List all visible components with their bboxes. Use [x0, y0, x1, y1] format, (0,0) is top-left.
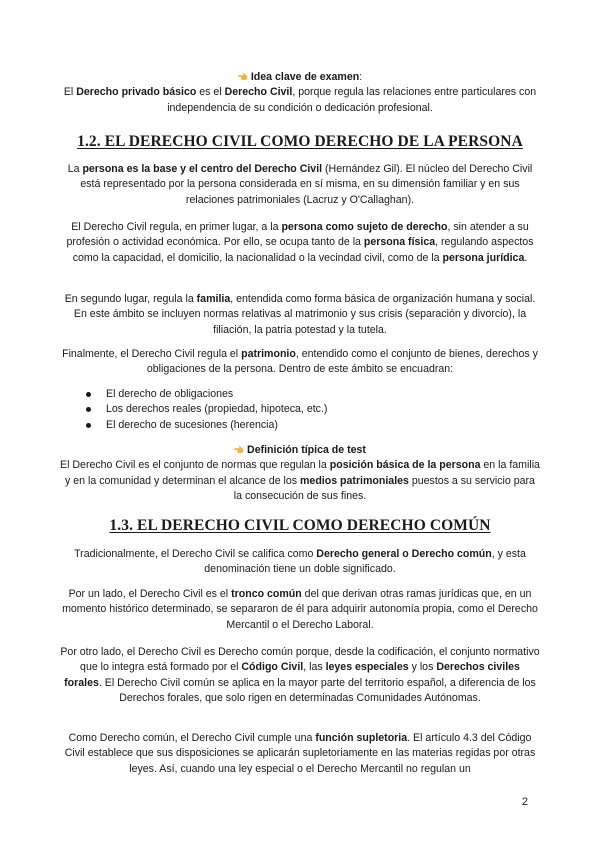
idea-clave-title-line: Idea clave de examen: — [60, 70, 540, 85]
list-item: El derecho de obligaciones — [86, 387, 526, 402]
paragraph-patrimonio: Finalmente, el Derecho Civil regula el patrimonio, entendido como el conjunto de bienes, derechos y obligaciones de la persona. Dentro de este ámbito se encuadran: — [62, 348, 538, 376]
idea-clave-callout — [60, 70, 540, 116]
definicion-callout — [60, 443, 540, 505]
definicion-title: Definición típica de test — [247, 444, 366, 456]
paragraph-sujeto-derecho: El Derecho Civil regula, en primer lugar, a la persona como sujeto de derecho, sin atender a su profesión o actividad económica. Por ello, se ocupa tanto de la persona física, regulando aspectos como la capacidad, el domicilio, la nacionalidad o la vecindad civil, como de la persona jurídica. — [66, 221, 534, 264]
section-heading-1-3: 1.3. EL DERECHO CIVIL COMO DERECHO COMÚN — [109, 517, 491, 534]
paragraph-familia: En segundo lugar, regula la familia, entendida como forma básica de organización humana y social. En este ámbito se incluyen normas relativas al matrimonio y sus crisis (separación y divorcio), la filiación, la patria potestad y la tutela. — [64, 293, 536, 336]
page-number: 2 — [521, 796, 528, 808]
idea-clave-text: El Derecho privado básico es el Derecho Civil, porque regula las relaciones entre particulares con independencia de su condición o dedicación profesional. — [63, 86, 537, 114]
paragraph-persona-base: La persona es la base y el centro del Derecho Civil (Hernández Gil). El núcleo del Derecho Civil está representado por la persona considerada en sí misma, en su dimensión familiar y en sus relaciones patrimoniales (Lacruz y O'Callaghan). — [67, 163, 533, 206]
section-heading-1-2: 1.2. EL DERECHO CIVIL COMO DERECHO DE LA PERSONA — [77, 133, 523, 150]
list-item: El derecho de sucesiones (herencia) — [86, 418, 526, 433]
patrimonio-list — [86, 387, 526, 433]
paragraph-codificacion: Por otro lado, el Derecho Civil es Derecho común porque, desde la codificación, el conjunto normativo que lo integra está formado por el Código Civil, las leyes especiales y los Derechos civiles forales. El Derecho Civil común se aplica en la mayor parte del territorio español, a diferencia de los Derechos forales, que solo rigen en determinadas Comunidades Autónomas. — [60, 646, 540, 705]
pointing-hand-icon — [234, 444, 245, 454]
pointing-hand-icon — [238, 71, 249, 81]
paragraph-tronco-comun: Por un lado, el Derecho Civil es el tronco común del que derivan otras ramas jurídicas que, en un momento histórico determinado, se separaron de él para adquirir autonomía propia, como el Derecho Mercantil o el Derecho Laboral. — [62, 588, 538, 631]
paragraph-funcion-supletoria: Como Derecho común, el Derecho Civil cumple una función supletoria. El artículo 4.3 del Código Civil establece que sus disposiciones se aplicarán supletoriamente en las materias regidas por otras leyes. Así, cuando una ley especial o el Derecho Mercantil no regulan un — [64, 732, 536, 775]
definicion-title-line — [60, 443, 540, 458]
paragraph-derecho-comun: Tradicionalmente, el Derecho Civil se califica como Derecho general o Derecho común, y esta denominación tiene un doble significado. — [74, 548, 526, 576]
idea-clave-title: Idea clave de examen — [250, 71, 360, 83]
definicion-text: El Derecho Civil es el conjunto de normas que regulan la posición básica de la persona en la familia y en la comunidad y determinan el alcance de los medios patrimoniales puestos a su servicio para la consecución de sus fines. — [60, 459, 540, 503]
list-item: Los derechos reales (propiedad, hipoteca, etc.) — [86, 402, 526, 417]
